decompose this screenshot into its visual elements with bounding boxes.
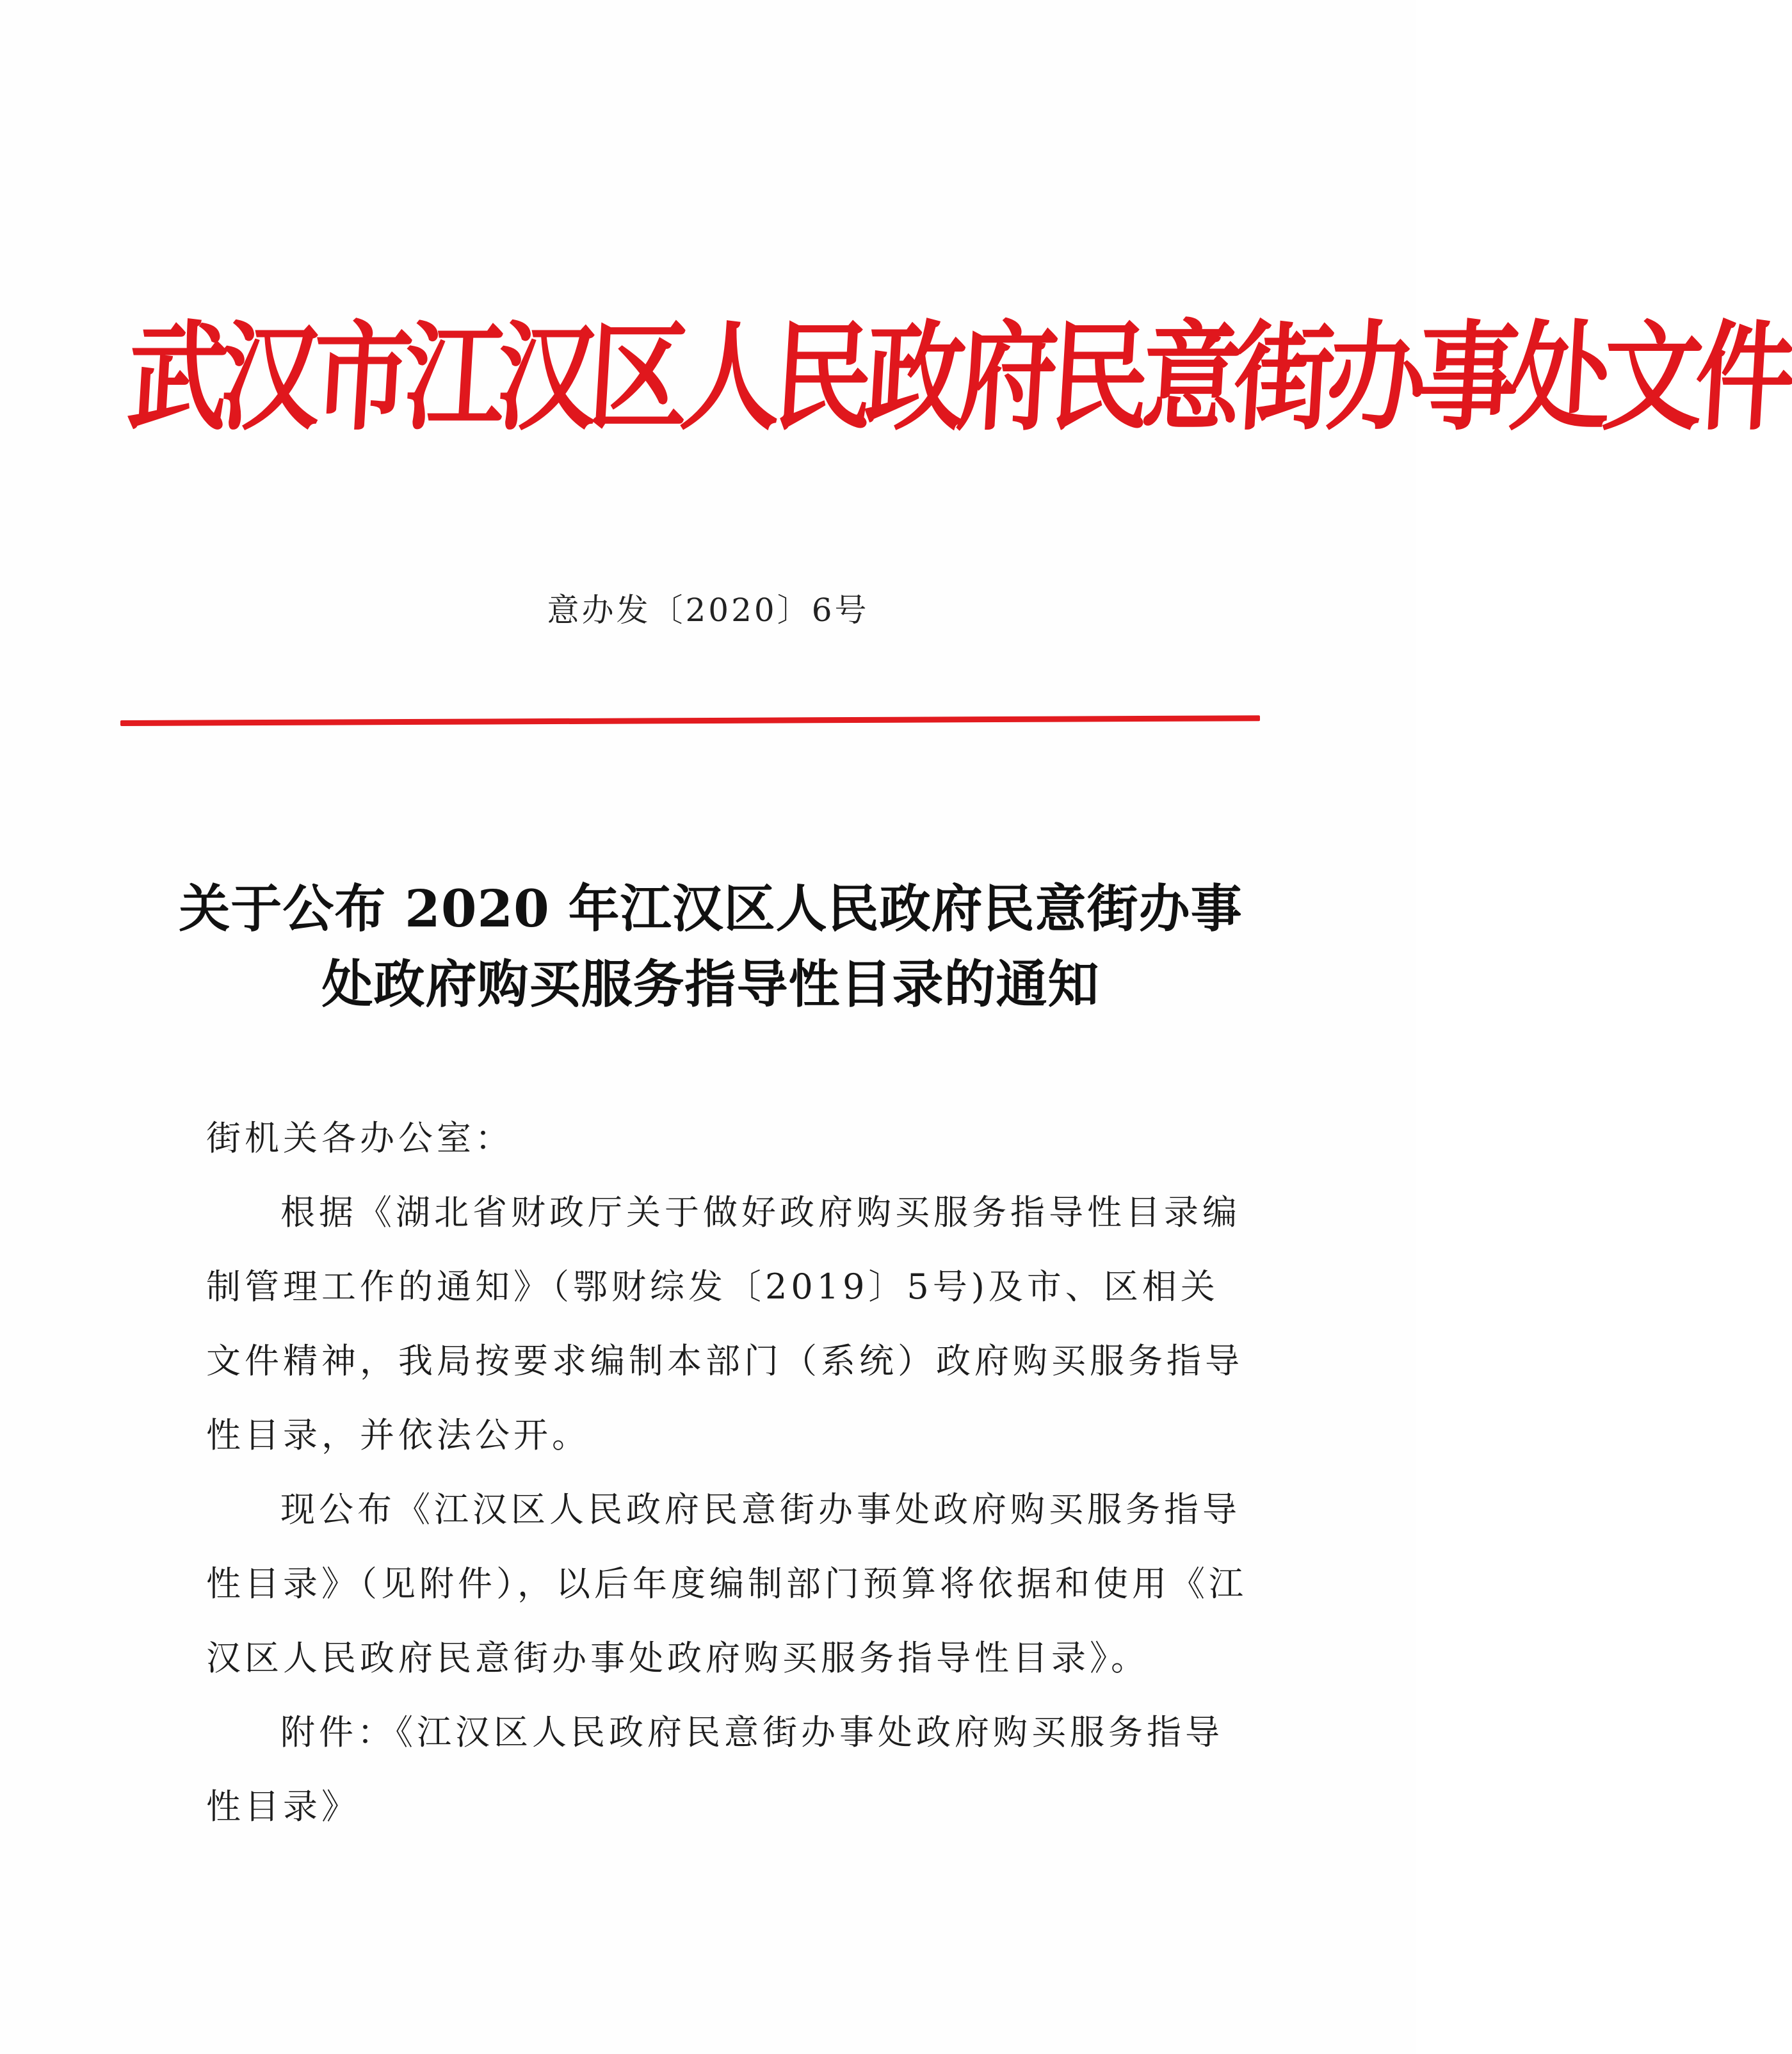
salutation: 街机关各办公室： [206, 1118, 513, 1158]
red-divider-line [120, 715, 1260, 726]
notice-title [147, 871, 1274, 1022]
title-line-1: 关于公布 2020 年江汉区人民政府民意街办事 [179, 878, 1243, 939]
body-paragraph-2: 现公布《江汉区人民政府民意街办事处政府购买服务指导性目录》（见附件），以后年度编制部门预算将依据和使用《江汉区人民政府民意街办事处政府购买服务指导性目录》。 [206, 1489, 1247, 1678]
attachment-line: 附件：《江汉区人民政府民意街办事处政府购买服务指导性目录》 [206, 1712, 1223, 1827]
red-letterhead: 武汉市江汉区人民政府民意街办事处文件 [124, 309, 1792, 447]
document-number: 意办发〔2020〕6号 [547, 592, 869, 629]
title-line-2: 处政府购买服务指导性目录的通知 [321, 954, 1100, 1014]
body-paragraph-1: 根据《湖北省财政厅关于做好政府购买服务指导性目录编制管理工作的通知》（鄂财综发〔2019〕5号)及市、区相关文件精神，我局按要求编制本部门（系统）政府购买服务指导性目录，并依法公开。 [206, 1192, 1243, 1455]
